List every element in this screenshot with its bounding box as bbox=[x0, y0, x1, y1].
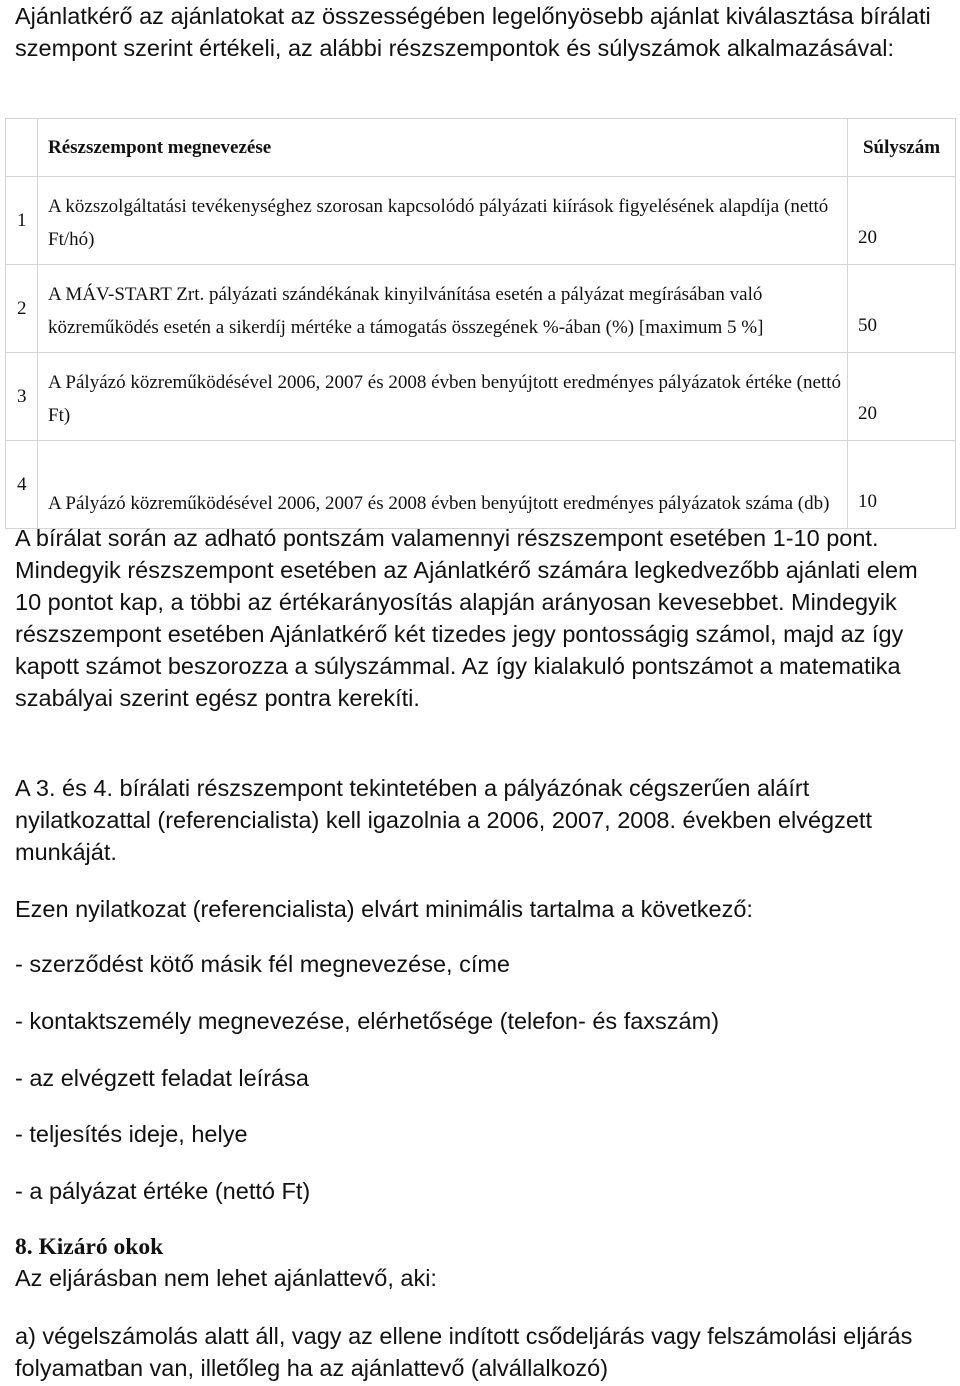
intro-paragraph: Ajánlatkérő az ajánlatokat az összességében legelőnyösebb ajánlat kiválasztása bírálati szempont szerint értékeli, az alábbi részszempontok és súlyszámok alkalmazásával: bbox=[15, 3, 931, 61]
row-name: A közszolgáltatási tevékenységhez szorosan kapcsolódó pályázati kiírások figyelésének alapdíja (nettó Ft/hó) bbox=[38, 177, 848, 265]
row-number: 4 bbox=[6, 441, 38, 529]
row-name: A Pályázó közreműködésével 2006, 2007 és 2008 évben benyújtott eredményes pályázatok száma (db) bbox=[38, 441, 848, 529]
row-weight: 50 bbox=[848, 265, 956, 353]
row-name: A MÁV-START Zrt. pályázati szándékának kinyilvánítása esetén a pályázat megírásában való közreműködés esetén a sikerdíj mértéke a támogatás összegének %-ában (%) [maximum 5 %] bbox=[38, 265, 848, 353]
list-item: - az elvégzett feladat leírása bbox=[15, 1065, 309, 1091]
table-row bbox=[6, 441, 956, 529]
table-row bbox=[6, 265, 956, 353]
section-heading: 8. Kizáró okok bbox=[15, 1234, 164, 1260]
row-number: 2 bbox=[6, 265, 38, 353]
row-number: 1 bbox=[6, 177, 38, 265]
table-row bbox=[6, 177, 956, 265]
row-number: 3 bbox=[6, 353, 38, 441]
header-number-cell bbox=[6, 119, 38, 177]
list-item: - a pályázat értéke (nettó Ft) bbox=[15, 1178, 311, 1204]
table-header-row bbox=[6, 119, 956, 177]
list-item: - kontaktszemély megnevezése, elérhetősége (telefon- és faxszám) bbox=[15, 1008, 720, 1034]
table-row bbox=[6, 353, 956, 441]
header-weight-cell: Súlyszám bbox=[848, 119, 956, 177]
scoring-paragraph: A bírálat során az adható pontszám valamennyi részszempont esetében 1-10 pont. Mindegyik részszempont esetében az Ajánlatkérő számára legkedvezőbb ajánlati elem 10 pontot kap, a többi az értékarányosítás alapján arányosan kevesebbet. Mindegyik részszempont esetében Ajánlatkérő két tizedes jegy pontosságig számol, majd az így kapott számot beszorozza a súlyszámmal. Az így kialakuló pontszámot a matematika szabályai szerint egész pontra kerekíti. bbox=[15, 525, 918, 711]
list-item: - teljesítés ideje, helye bbox=[15, 1121, 248, 1147]
list-item: - szerződést kötő másik fél megnevezése, címe bbox=[15, 951, 511, 977]
exclusion-item-a: a) végelszámolás alatt áll, vagy az ellene indított csődeljárás vagy felszámolási eljárás folyamatban van, illetőleg ha az ajánlattevő (alvállalkozó) bbox=[15, 1323, 913, 1381]
criteria-table bbox=[5, 118, 956, 529]
header-name-cell: Részszempont megnevezése bbox=[38, 119, 848, 177]
row-weight: 20 bbox=[848, 177, 956, 265]
row-name: A Pályázó közreműködésével 2006, 2007 és 2008 évben benyújtott eredményes pályázatok értéke (nettó Ft) bbox=[38, 353, 848, 441]
row-weight: 20 bbox=[848, 353, 956, 441]
exclusion-intro-paragraph: Az eljárásban nem lehet ajánlattevő, aki: bbox=[15, 1265, 437, 1291]
content-intro-paragraph: Ezen nyilatkozat (referencialista) elvárt minimális tartalma a következő: bbox=[15, 896, 753, 922]
reference-paragraph: A 3. és 4. bírálati részszempont tekintetében a pályázónak cégszerűen aláírt nyilatkozattal (referencialista) kell igazolnia a 2006, 2007, 2008. években elvégzett munkáját. bbox=[15, 775, 872, 865]
row-weight: 10 bbox=[848, 441, 956, 529]
